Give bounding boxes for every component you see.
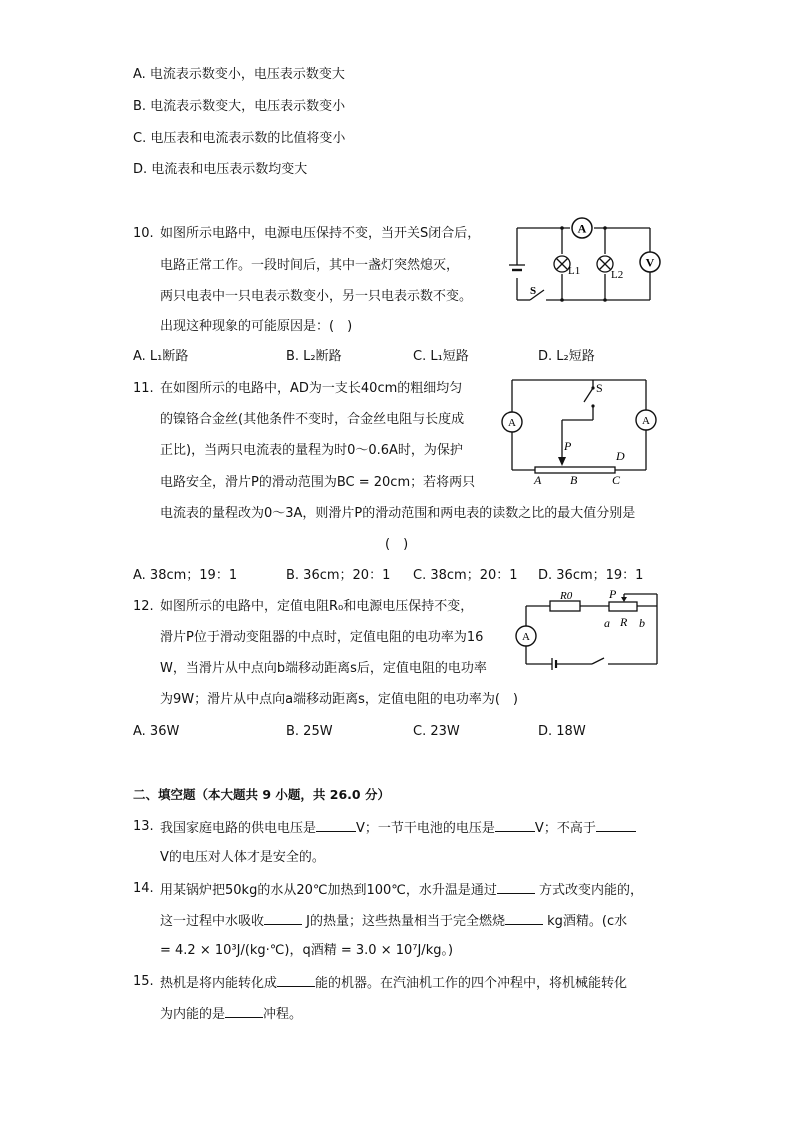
q12-option-a: A. 36W xyxy=(133,724,180,739)
q13-line-2: V的电压对人体才是安全的。 xyxy=(160,850,325,865)
q11-point-b: B xyxy=(570,473,578,487)
q10-number: 10. xyxy=(133,226,154,241)
q14-text-1: 用某锅炉把50kg的水从20℃加热到100℃，水升温是通过 xyxy=(160,883,497,898)
q9-option-b: B. 电流表示数变大，电压表示数变小 xyxy=(133,99,346,114)
q11-circuit-figure xyxy=(498,372,664,490)
q11-line-6: ( ) xyxy=(385,537,409,552)
q10-option-c: C. L₁短路 xyxy=(413,349,469,364)
q14-text-1b: 方式改变内能的， xyxy=(539,883,644,898)
q10-option-b: B. L₂断路 xyxy=(286,349,342,364)
q10-lamp2-label: L2 xyxy=(611,269,624,281)
q11-switch-label: S xyxy=(596,381,603,395)
q10-circuit-figure xyxy=(500,210,670,305)
q10-switch-label: S xyxy=(530,285,537,297)
q11-option-a: A. 38cm；19：1 xyxy=(133,568,238,583)
q14-text-2b: J的热量；这些热量相当于完全燃烧 xyxy=(306,914,505,929)
q12-circuit-figure xyxy=(512,588,662,670)
q13-number: 13. xyxy=(133,819,154,834)
q9-option-d: D. 电流表和电压表示数均变大 xyxy=(133,162,308,177)
q14-line-1 xyxy=(160,880,643,900)
q13-blank-2 xyxy=(495,818,535,832)
q14-text-2c: kg酒精。(c水 xyxy=(547,914,628,929)
q12-resistor-label: R0 xyxy=(560,590,573,602)
q14-blank-3 xyxy=(505,911,543,925)
q12-line-2: 滑片P位于滑动变阻器的中点时，定值电阻的电功率为16 xyxy=(160,630,484,645)
q13-blank-3 xyxy=(596,818,636,832)
q12-line-1: 如图所示的电路中，定值电阻R₀和电源电压保持不变， xyxy=(160,599,474,614)
q10-ammeter-label: A xyxy=(577,221,587,236)
q13-blank-1 xyxy=(316,818,356,832)
q10-line-2: 电路正常工作。一段时间后，其中一盏灯突然熄灭， xyxy=(160,258,460,273)
q11-option-c: C. 38cm；20：1 xyxy=(413,568,518,583)
q11-point-d: D xyxy=(616,449,625,463)
q12-option-b: B. 25W xyxy=(286,724,333,739)
q9-option-c: C. 电压表和电流表示数的比值将变小 xyxy=(133,131,346,146)
q11-option-b: B. 36cm；20：1 xyxy=(286,568,391,583)
q11-point-c: C xyxy=(612,473,621,487)
q11-point-a: A xyxy=(534,473,542,487)
q12-option-d: D. 18W xyxy=(538,724,586,739)
q10-option-a: A. L₁断路 xyxy=(133,349,189,364)
q15-line-2 xyxy=(160,1004,302,1024)
q15-line-1 xyxy=(160,973,627,993)
q12-end-b-label: b xyxy=(639,616,645,630)
q13-text-2: V；一节干电池的电压是 xyxy=(356,821,495,836)
q12-slider-label: P xyxy=(609,588,617,601)
q11-option-d: D. 36cm；19：1 xyxy=(538,568,644,583)
q14-line-2 xyxy=(160,911,627,931)
q11-ammeter-right-label: A xyxy=(642,415,650,427)
q14-line-3: = 4.2 × 10³J/(kg·℃)，q酒精 = 3.0 × 10⁷J/kg。) xyxy=(160,943,454,958)
q10-line-1: 如图所示电路中，电源电压保持不变，当开关S闭合后， xyxy=(160,226,481,241)
q12-line-4: 为9W；滑片从中点向a端移动距离s，定值电阻的电功率为( ) xyxy=(160,692,519,707)
q11-number: 11. xyxy=(133,381,154,396)
q12-option-c: C. 23W xyxy=(413,724,460,739)
q15-text-2a: 为内能的是 xyxy=(160,1007,226,1022)
q15-number: 15. xyxy=(133,974,154,989)
q12-ammeter-label: A xyxy=(522,631,530,643)
q13-text-1: 我国家庭电路的供电电压是 xyxy=(160,821,317,836)
q11-line-3: 正比)，当两只电流表的量程为时0～0.6A时，为保护 xyxy=(160,443,463,458)
q11-line-4: 电路安全，滑片P的滑动范围为BC = 20cm；若将两只 xyxy=(160,475,476,490)
q9-option-a: A. 电流表示数变小，电压表示数变大 xyxy=(133,67,345,82)
q11-slider-label: P xyxy=(564,439,572,453)
q12-rheostat-label: R xyxy=(620,615,628,629)
section-2-title: 二、填空题（本大题共 9 小题，共 26.0 分） xyxy=(133,787,390,802)
q14-number: 14. xyxy=(133,881,154,896)
q12-line-3: W，当滑片从中点向b端移动距离s后，定值电阻的电功率 xyxy=(160,661,487,676)
q13-line-1 xyxy=(160,818,636,838)
q12-number: 12. xyxy=(133,599,154,614)
q12-end-a-label: a xyxy=(604,616,610,630)
q15-text-2b: 冲程。 xyxy=(263,1007,303,1022)
q11-line-2: 的镍铬合金丝(其他条件不变时，合金丝电阻与长度成 xyxy=(160,412,465,427)
q14-blank-2 xyxy=(264,911,302,925)
q15-blank-2 xyxy=(225,1004,263,1018)
q10-voltmeter-label: V xyxy=(645,255,655,270)
q14-blank-1 xyxy=(497,880,535,894)
q10-option-d: D. L₂短路 xyxy=(538,349,595,364)
q15-text-1a: 热机是将内能转化成 xyxy=(160,976,278,991)
q10-line-4: 出现这种现象的可能原因是：( ) xyxy=(160,319,353,334)
q14-text-2a: 这一过程中水吸收 xyxy=(160,914,265,929)
q11-ammeter-left-label: A xyxy=(508,417,516,429)
q10-line-3: 两只电表中一只电表示数变小，另一只电表示数不变。 xyxy=(160,289,473,304)
q11-line-5: 电流表的量程改为0～3A，则滑片P的滑动范围和两电表的读数之比的最大值分别是 xyxy=(160,506,636,521)
q11-line-1: 在如图所示的电路中，AD为一支长40cm的粗细均匀 xyxy=(160,381,463,396)
q15-blank-1 xyxy=(277,973,315,987)
q15-text-1b: 能的机器。在汽油机工作的四个冲程中，将机械能转化 xyxy=(315,976,628,991)
q13-text-3: V；不高于 xyxy=(534,821,596,836)
q10-lamp1-label: L1 xyxy=(568,265,581,277)
